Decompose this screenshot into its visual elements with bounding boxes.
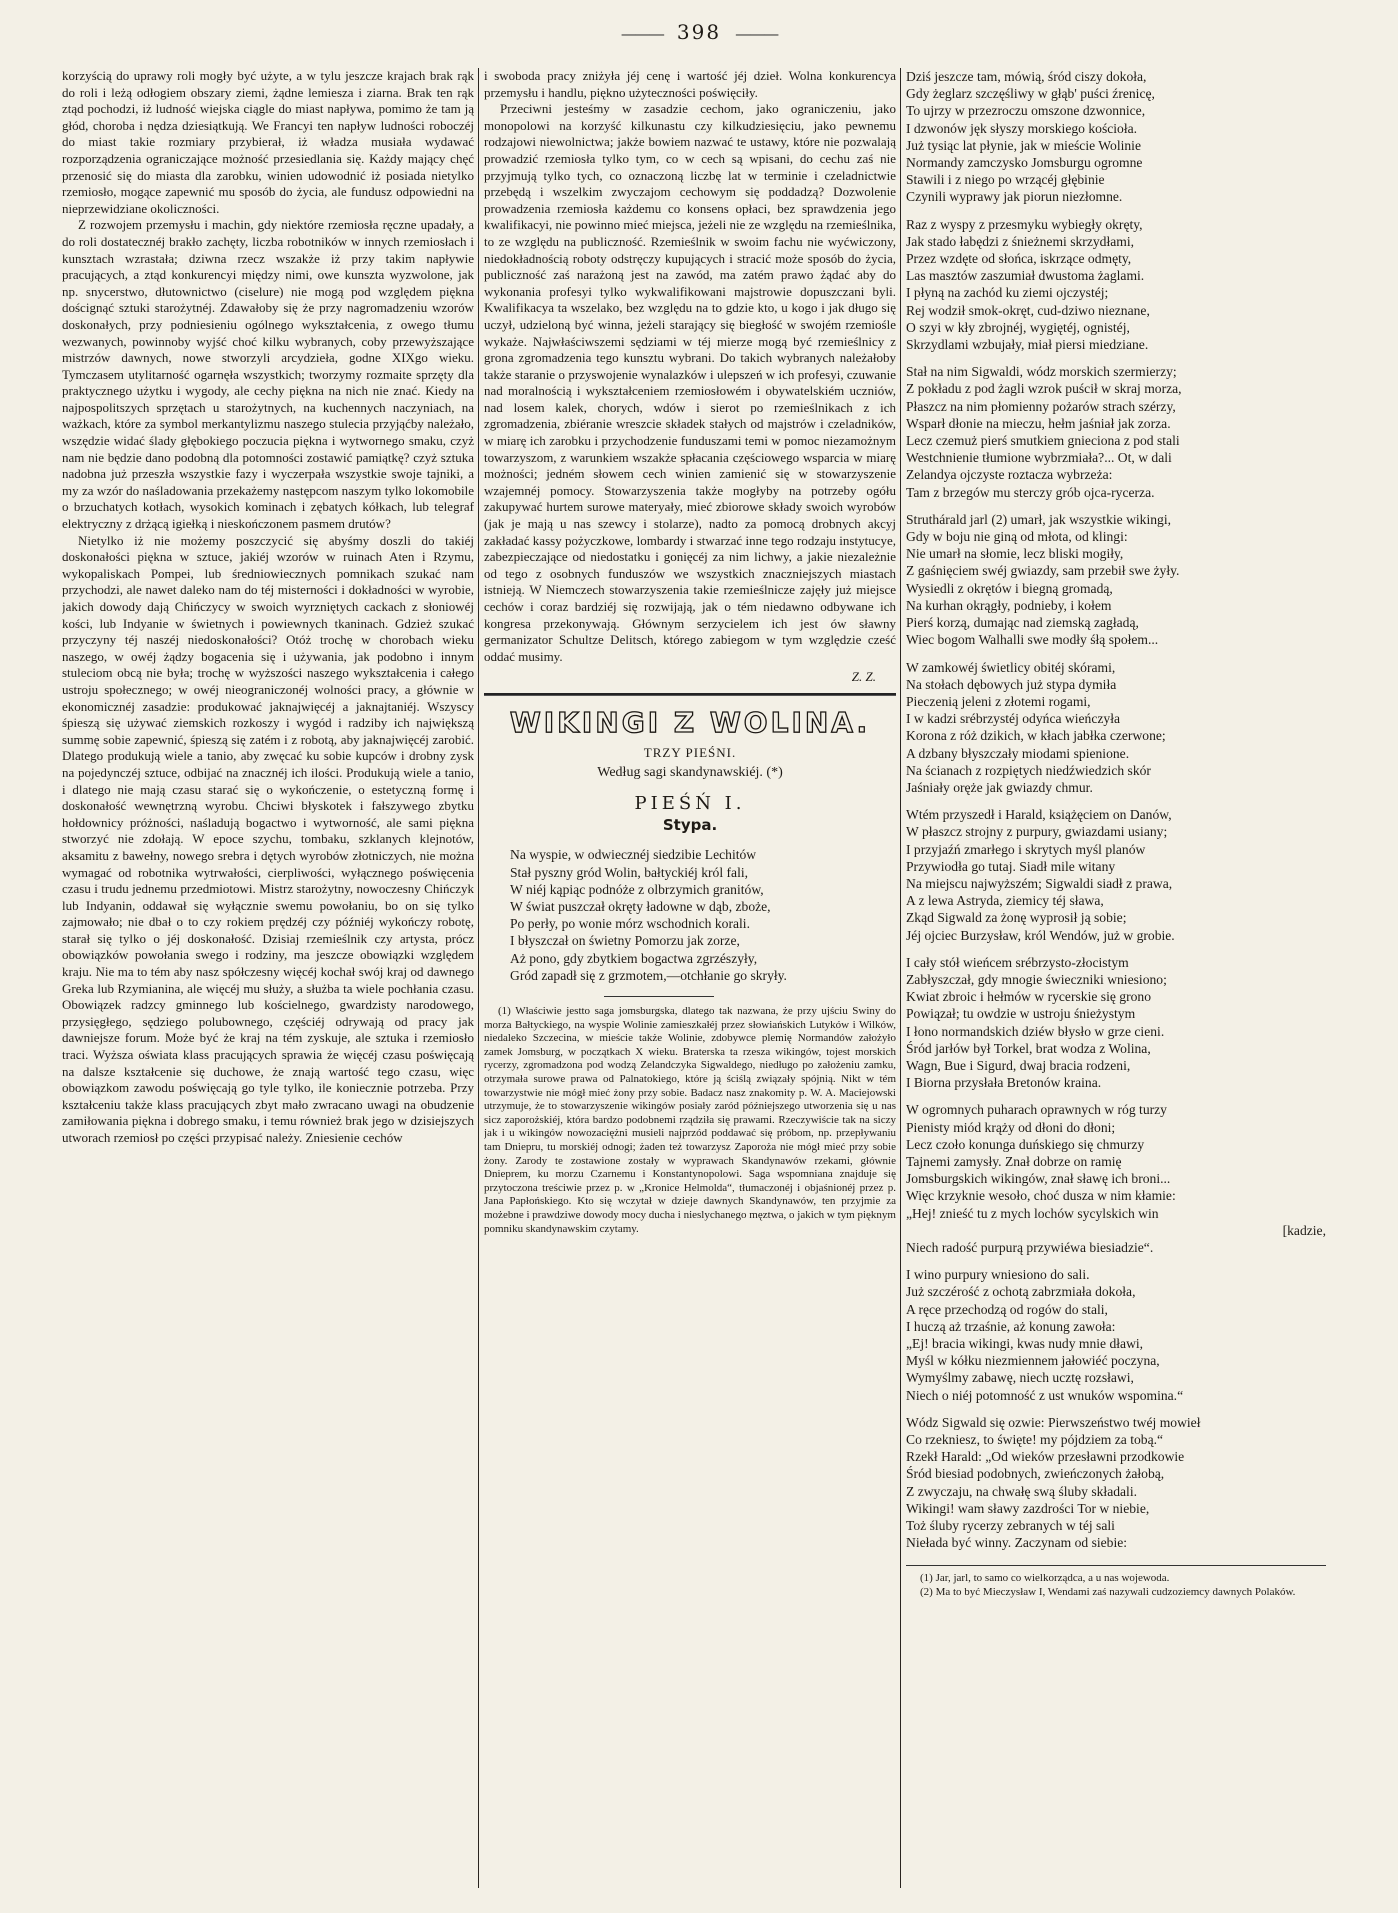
- verse-line: Stał pyszny gród Wolin, bałtyckiéj król fali,: [510, 864, 749, 880]
- song-heading: PIEŚŃ I.: [634, 793, 746, 815]
- stanza: [906, 1414, 1326, 1552]
- footnote: (1) Właściwie jestto saga jomsburgska, dlatego tak nazwana, że przy ujściu Swiny do morza Bałtyckiego, na wyspie Wolinie zamieszkałéj przez słowiańskich Lutyków i Wilków, niedaleko Szczecina, w mieście także Wolinie, zdobywce plemię Normandów założyło zamek Jomsburg, w początkach X wieku. Braterska ta rzesza wikingów, tojest morskich rycerzy, zgromadzona pod wodzą Zelandczyka Sigwaldego, niedługo po założeniu zamku, otrzymała surowe prawa od Palnatokiego, które ją ściślą związały spójnią. Nikt w tém towarzystwie nie mógł mieć żony przy sobie. Badacz nasz znakomity p. W. A. Maciejowski utrzymuje, że to stowarzyszenie wikingów posiały zaród późniejszego utworzenia się u nas sicz zaporożskiéj, która bardzo podobnemi rządziła się prawami. Rzeczywiście tak na siczy jak i u wikingów nowozaciężni musieli najprzód poddawać się próbom, np. przepływaniu tam Dniepru, tu morskiéj odnogi; żaden też towarzysz Zaporoża nie mógł mieć przy sobie żony. Zarody te zostawione zostały w wyprawach Skandynawów rzekami, głównie Dnieprem, ku morzu Czarnemu i Konstantynopolowi. Saga wspomniana znajduje się przytoczona treściwie przez p. w „Kronice Helmolda“, tłumaczonéj i objaśnionéj przez p. Jana Papłońskiego. Kto się wczytał w dzieje dawnych Skandynawów, ten przyjmie za możebne i prawdziwe dowody mocy ducha i nieslychanego męztwa, o jakich w tym pięknym pomniku skandynawskim czytamy.: [484, 1005, 896, 1235]
- verse-line: Zelandya ojczyste roztacza wybrzeża:: [906, 467, 1113, 483]
- verse-line: Wikingi! wam sławy zazdrości Tor w niebie,: [906, 1500, 1150, 1516]
- verse-line: Wtém przyszedł i Harald, książęciem on Danów,: [906, 807, 1172, 823]
- verse-line: Jéj ojciec Burzysław, król Wendów, już w grobie.: [906, 927, 1175, 943]
- verse-line: Myśl w kółku niezmiennem jałowiéć poczyna,: [906, 1353, 1160, 1369]
- verse-line: Rej wodził smok-okręt, cud-dziwo nieznane,: [906, 302, 1150, 318]
- stanza: [906, 659, 1326, 797]
- verse-line: Już tysiąc lat płynie, jak w mieście Wolinie: [906, 137, 1141, 153]
- verse-line: W niéj kąpiąc podnóże z olbrzymich granitów,: [510, 881, 764, 897]
- column-left: [62, 68, 474, 1888]
- verse-line: Korona z róż dzikich, w kłach jabłka czerwone;: [906, 728, 1166, 744]
- verse-line: W płaszcz strojny z purpury, gwiazdami usiany;: [906, 824, 1168, 840]
- verse-line: Lecz czemuż pierś smutkiem gnieciona z pod stali: [906, 433, 1180, 449]
- stanza: [906, 954, 1326, 1092]
- verse-line: Nie umarł na słomie, lecz bliski mogiły,: [906, 546, 1124, 562]
- verse-line: Na ścianach z rozpiętych niedźwiedzich skór: [906, 762, 1151, 778]
- verse-line: I w kadzi srébrzystéj odyńca wieńczyła: [906, 711, 1121, 727]
- stanza: [906, 68, 1326, 206]
- verse-line: Dziś jeszcze tam, mówią, śród ciszy dokoła,: [906, 69, 1147, 84]
- verse-line: Las masztów zaszumiał dwustoma żaglami.: [906, 268, 1145, 284]
- verse-line: Więc krzyknie wesoło, choć dusza w nim kłamie:: [906, 1188, 1176, 1204]
- verse-line: Niech radość purpurą przywiéwa biesiadzie“.: [906, 1240, 1154, 1255]
- verse-line: A ręce przechodzą od rogów do stali,: [906, 1301, 1108, 1317]
- paragraph: i swoboda pracy zniżyła jéj cenę i wartość jéj dzieł. Wolna konkurencya przemysłu i handlu, piękno użyteczności poświęciły.: [484, 68, 896, 100]
- stanza: [906, 511, 1326, 649]
- verse-line: Struthárald jarl (2) umarł, jak wszystkie wikingi,: [906, 511, 1172, 527]
- verse-line: Zabłyszczał, gdy mnogie świeczniki wniesiono;: [906, 971, 1167, 987]
- verse-line: Raz z wyspy z przesmyku wybiegły okręty,: [906, 216, 1143, 232]
- verse-line: Lecz czoło konunga duńskiego się chmurzy: [906, 1136, 1145, 1152]
- verse-line: Wódz Sigwald się ozwie: Pierwszeństwo twéj mowieł: [906, 1414, 1201, 1430]
- verse-line: I łono normandskich dziéw błysło w grze cieni.: [906, 1023, 1165, 1039]
- verse-line: I wino purpury wniesiono do sali.: [906, 1267, 1090, 1283]
- verse-line: O szyi w kły zbrojnéj, wygiętéj, ognistéj,: [906, 319, 1130, 335]
- verse-line: Przez wzdęte od słońca, iskrzące odmęty,: [906, 251, 1132, 267]
- stanza: [906, 216, 1326, 354]
- verse-line: Zkąd Sigwald za żonę wyprosił ją sobie;: [906, 910, 1127, 926]
- stanza: [906, 1101, 1326, 1256]
- article-signature: Z. Z.: [851, 669, 876, 685]
- verse-line: Z zwyczaju, na chwałę swą śluby składali.: [906, 1483, 1138, 1499]
- verse-line: I huczą aż trzaśnie, aż konung zawoła:: [906, 1318, 1116, 1334]
- verse-line: Śród biesiad podobnych, zwieńczonych żałobą,: [906, 1466, 1165, 1482]
- footnote: (2) Ma to być Mieczysław I, Wendami zaś nazywali cudzoziemcy dawnych Polaków.: [920, 1586, 1296, 1599]
- verse-line: Gdy żeglarz szczęśliwy w głąb' puści źrenicę,: [906, 86, 1155, 102]
- verse-line: Niech o niéj potomność z ust wnuków wspomina.“: [906, 1387, 1184, 1403]
- verse-line: Rzekł Harald: „Od wieków przesławni przodkowie: [906, 1449, 1185, 1465]
- verse-line: Wsparł dłonie na mieczu, hełm jaśniał jak zorza.: [906, 415, 1171, 431]
- verse-line: Na kurhan okrągły, podnieby, i kołem: [906, 597, 1112, 613]
- verse-line: To ujrzy w przezroczu omszone dzwonnice,: [906, 103, 1146, 119]
- verse-line: I płyną na zachód ku ziemi ojczystéj;: [906, 285, 1109, 301]
- verse-line: Tajnemi zamysły. Znał dobrze on ramię: [906, 1153, 1122, 1169]
- paragraph: Przeciwni jesteśmy w zasadzie cechom, jako ograniczeniu, jako monopolowi na korzyść kilkunastu czy kilkudziesięciu, jako pewnemu rodzajowi niewolnictwa; jakże bowiem nazwać te ustawy, które nie pozwalają prowadzić rzemiosła tylko tym, co w cech są wpisani, do cechu zaś nie przyjmują tylko tych, co oznaczoną liczbę lat w terminie i czeladnictwie przebędą i wszelkim zwyczajom cechowym się poddadzą? Dozwolenie prowadzenia rzemiosła każdemu co konsens opłaci, bez sprawdzenia jego kwalifikacyi, nie powinno mieć miejsca, jeżeli nie ze względu na rzemieślnika, to ze względu na publiczność. Rzemieślnik w swoim fachu nie wyćwiczony, niedokładnością roboty odstręczy kupujących i stracić może sposób do życia, publiczność zaś narażoną jest na zawód, ma zatém prawo żądać aby do wykonania profesyi tylko wykwalifikowani majstrowie dopuszczani byli. Kwalifikacya ta wszelako, bez względu na to gdzie kto, u kogo i jak długo się uczył, udzieloną być winna, jeżeli starający się biegłość w swojém rzemiośle wykaże. Najwłaściwszemi sędziami w téj mierze mogą być rzemieślnicy z grona zgromadzenia tego kunsztu wybrani. Do takich wybranych należałoby także staranie o przyswojenie wynalazków i ulepszeń w ich profesyi, czuwanie nad moralnością i wykształceniem rzemiosłowém i obywatelskiém uczniów, nad losem kalek, chorych, wdów i sierot po rzemieślnikach z ich zgromadzenia, zbiéranie wreszcie składek stałych od majstrów i czeladników, w miarę ich zarobku i przychodzenie funduszami temi w pomoc niezamożnym towarzyszom, z warunkiem wszakże spłacania częściowego wsparcia w miarę możności; jedném słowem cech winien zamienić się w stowarzyszenie wzajemnéj pomocy. Stowarzyszenia także mogłyby na potrzeby ogółu zakupywać hurtem surowe materyały, mieć zbiorowe składy swoich wyrobów (jak je mają u nas szewcy i stolarze), nadto za pomocą drobnych akcyj zakładać kassy pożyczkowe, lombardy i stwarzać inne tego rodzaju instytucye, zabezpieczające od niedostatku i gonięcéj za nim lichwy, a jakie niezależnie od tego z osobnych funduszów we wszystkich znaczniejszych miastach istnieją. W Niemczech stowarzyszenia takie rzemieślnicze zajęły już miejsce cechów i coraz bardziéj się rozwijają, jak o tém niedawno odbywane ich kongresa przekonywają. Głównym serzycielem ich jest ów sławny germanizator Schultze Delitsch, którego zabiegom w tym względzie cześć oddać musimy.: [484, 101, 896, 664]
- column-rule: [900, 68, 901, 1888]
- section-separator: [484, 693, 896, 696]
- verse-line: Pierś korzą, dumając nad ziemską zagładą,: [906, 615, 1139, 631]
- verse-line: „Ej! bracia wikingi, kwas nudy mnie dławi,: [906, 1336, 1144, 1352]
- poem-title: WIKINGI Z WOLINA.: [509, 706, 871, 740]
- verse-line: Przywiodła go tutaj. Siadł mile witany: [906, 858, 1116, 874]
- verse-line: Stawili i z niego po wrzącéj głębinie: [906, 172, 1105, 188]
- verse-line: Aż pono, gdy zbytkiem bogactwa zgrzészyły,: [510, 950, 758, 966]
- verse-line: Jaśniały oręże jak gwiazdy chmur.: [906, 779, 1093, 795]
- verse-line: Na stołach dębowych już stypa dymiła: [906, 676, 1117, 692]
- verse-line: I Biorna przysłała Bretonów kraina.: [906, 1075, 1102, 1091]
- footnote: (1) Jar, jarl, to samo co wielkorządca, a u nas wojewoda.: [920, 1572, 1170, 1585]
- verse-line: Z pokładu z pod żagli wzrok puścił w skraj morza,: [906, 381, 1182, 397]
- paragraph: Nietylko iż nie możemy poszczycić się abyśmy doszli do takiéj doskonałości piękna w sztuce, jakiéj wzorów w ruinach Aten i Rzymu, wykopaliskach Pompei, lub średniowiecznych pomnikach szukać nam przychodzi, ale nawet daleko nam do téj misterności i dokładności w wyrobie, jakich dowody dają Chińczycy w swoich wyrzniętych cackach z słoniowéj kości, lub Indyanie w świetnych i powiewnych tkaninach. Gdzież szukać przyczyny téj naszéj niedoskonałości? Otóż trochę w chorobach wieku naszego, w owéj żądzy bogacenia się i używania, jak podobno i innym stuleciom obcą nie była; trochę w wyższości naszego wykształcenia i całego ustroju społecznego; w owéj nieograniczonéj wolności pracy, a głównie w ekonomicznéj zasadzie: produkować jaknajwięcéj a jaknajtaniéj. Wszyscy śpieszą się używać ziemskich rozkoszy i wygód i radziby ich największą summę sobie zapewnić, śpieszą się zatém i z robotą, aby jaknajwięcéj zarobić. Dlatego produkują wiele a tanio, aby zwęcać ku sobie kupców i drobny zysk na pojedynczéj sztuce, odbijać na znacznéj ich ilości. Produkują wiele a tanio, i dlatego nie mają czasu starać się o wykończenie, o estetyczną formę i doskonałość wewnętrzną wyrobu. Chciwi błyskotek i fałszywego zbytku hołdownicy próżności, naśladują bogactwo i wytworność, ale sami piękna stworzyć nie zdołają. W epoce szychu, tombaku, szklanych klejnotów, aksamitu z bawełny, nowego srebra i dętych wyrobów złotniczych, nie można wymagać od robotnika wytrwałości, cierpliwości, wyłącznego poświęcenia czasu i trudu jednemu przedmiotowi. Mistrz starożytny, nowoczesny Chińczyk lub Indyanin, oddawał się wyłącznie swemu powołaniu, bo on się tylko zajmowało; nie dbał o to czy rokiem prędzéj czy późniéj wykończy robotę, starał się tylko o jéj doskonałość. Dzisiaj rzemieślnik czy artysta, prócz obowiązków powołania swego i rodziny, ma jeszcze obowiązki względem kraju. Nie ma to tém aby nasz spółczesny więcéj kochał swój kraj od dawnego Greka lub Rzymianina, ale więcéj mu służy, a służba ta wiele pochłania czasu. Obowiązek radzcy gminnego lub kościelnego, gwardzisty narodowego, przysięgłego, sędziego polubownego, częściéj odrywają od pracy jak dawniejsze forum. Może być że kraj na tém zyskuje, ale sztuka i rzemiosło traci. Wyższa oświata klass pracujących sprawia że więcéj czasu poświęcają na dalsze kształcenie się duchowe, że znają wartość tego czasu, więc obowiązkom zawodu poświęcają go tyle tylko, ile koniecznie potrzeba. Przy kształceniu także klass pracujących zbyt mało zwracano uwagi na obudzenie zamiłowania piękna i dobrego smaku, i temu również brak jego w dzisiejszych utworach rzemiosł po części przypisać należy. Zniesienie cechów: [62, 532, 474, 1145]
- verse-line: Normandy zamczysko Jomsburgu ogromne: [906, 155, 1143, 171]
- stanza: [906, 363, 1326, 501]
- verse-line-continuation: [kadzie,: [1282, 1222, 1326, 1238]
- verse-line: W ogromnych puharach oprawnych w róg turzy: [906, 1102, 1167, 1118]
- verse-line: Niełada być winny. Zaczynam od siebie:: [906, 1535, 1128, 1551]
- verse-line: Stał na nim Sigwaldi, wódz morskich szermierzy;: [906, 364, 1177, 380]
- paragraph: korzyścią do uprawy roli mogły być użyte, a w tylu jeszcze krajach brak rąk do roli i leżą odłogiem obszary ziemi, żądne lemiesza i ziarna. Brak ten rąk ztąd pochodzi, iż ludność wiejska ciągle do miast napływa, pomimo że tam ją głód, choroba i nędza dziesiątkują. We Francyi ten napływ ludności roboczéj do miast takie rozmiary przybierał, iż władza musiała wydawać rozporządzenia ograniczające możność przesiedlania się. Każdy mający chęć przenosić się do miasta dla zarobku, winien udowodnić iż posiada nietylko rzemiosło, mogące zapewnić mu sposób do życia, ale fundusz odpowiedni na nieprzewidziane okoliczności.: [62, 68, 474, 216]
- poem-subtitle: TRZY PIEŚNI.: [643, 745, 737, 761]
- verse-line: Powiązał; tu owdzie w ustroju śnieżystym: [906, 1006, 1136, 1022]
- verse-line: Tam z brzegów mu sterczy grób ojca-rycerza.: [906, 484, 1155, 500]
- verse-line: W świat puszczał okręty ładowne w dąb, zboże,: [510, 898, 771, 914]
- column-right: [906, 68, 1326, 1888]
- verse-line: I cały stół wieńcem srébrzysto-złocistym: [906, 954, 1129, 970]
- verse-line: Płaszcz na nim płomienny pożarów strach szérzy,: [906, 398, 1176, 414]
- verse-line: Po perły, po wonie mórz wschodnich korali.: [510, 916, 750, 932]
- column-middle: [484, 68, 896, 1888]
- verse-line: Jomsburgskich wikingów, znał sławę ich broni...: [906, 1171, 1171, 1187]
- verse-line: Wiec bogom Walhalli swe modły śłą społem...: [906, 632, 1159, 648]
- paragraph: Z rozwojem przemysłu i machin, gdy niektóre rzemiosła ręczne upadały, a do roli dostatecznéj brakło zachęty, liczba robotników w innych rzemiosłach i kunsztach wzrastała; dziwna rzecz wszakże iż przy takim napływie pracujących, a ztąd konkurencyi między nimi, owe kunszta wyzwolone, jak np. snycerstwo, dłutownictwo (ciselure) nie mogą pod względem piękna doścignąć sztuki starożytnéj. Zdawałoby się że przy nagromadzeniu wzorów doskonałych, przy podniesieniu ogólnego wykształcenia, z owego tłumu wezwanych, powinnoby wyjść choć kilku wybranych, coby przewyższające mistrzów dawnych, nowe stworzyli arcydzieła, godne XIXgo wieku. Tymczasem utylitarność ogarnęła wszystkich; tworzymy rozmaite sprzęty dla praktycznego użytku i wygody, ale cechy piękna na nich nie znać. Kiedy na najpospolitszych sprzętach u starożytnych, na kuchennych naczyniach, na ważkach, które za symbol merkantylizmu naszego stulecia przyjąćby należało, wszędzie widać ślady głębokiego poczucia piękna i wytwornego smaku, czyż nam nie będzie dano podobną dla potomności zostawić pamiątkę? czyż sztuka nadobna już przeszła wszystkie fazy i wyczerpała wszystkie swoje tajniki, a my za wzór do naśladowania przekażemy następcom naszym tylko lokomobile o brzuchatych kotłach, wysokich kominach i zębatych kółkach, lub telegraf elektryczny z drżącą igiełką i nieskończonem pasmem drutów?: [62, 217, 474, 532]
- verse-line: Wysiedli z okrętów i biegną gromadą,: [906, 580, 1113, 596]
- verse-line: Skrzydlami wzbujały, miał piersi miedziane.: [906, 337, 1149, 353]
- verse-line: Wymyślmy zabawę, niech ucztę rozsławi,: [906, 1370, 1134, 1386]
- stanza: [484, 846, 896, 984]
- verse-line: „Hej! znieść tu z mych lochów sycylskich win: [906, 1205, 1159, 1221]
- verse-line: Już szczérość z ochotą zabrzmiała dokoła,: [906, 1284, 1136, 1300]
- verse-line: Westchnienie tłumione wybrzmiała?... Ot, w dali: [906, 450, 1172, 466]
- stanza: [906, 806, 1326, 944]
- page-number: ——— 398 ———: [0, 20, 1398, 44]
- verse-line: Kwiat zbroic i hełmów w rycerskie się grono: [906, 989, 1151, 1005]
- verse-line: Z gaśnięciem swéj gwiazdy, sam przebił swe żyły.: [906, 563, 1180, 579]
- verse-line: Śród jarłów był Torkel, brat wodza z Wolina,: [906, 1040, 1151, 1056]
- verse-line: A dzbany błyszczały miodami spienione.: [906, 745, 1130, 761]
- verse-line: Gdy w boju nie giną od młota, od klingi:: [906, 529, 1128, 545]
- verse-line: Pienisty miód krąży od dłoni do dłoni;: [906, 1119, 1116, 1135]
- verse-line: Na miejscu najwyższém; Sigwaldi siadł z prawa,: [906, 875, 1173, 891]
- poem-source: Według sagi skandynawskiéj. (*): [597, 765, 783, 781]
- verse-line: Toż śluby rycerzy zebranych w téj sali: [906, 1518, 1115, 1534]
- verse-line: A z lewa Astryda, ziemicy téj sława,: [906, 893, 1104, 909]
- verse-line: Czynili wyprawy jak piorun niezłomne.: [906, 189, 1123, 205]
- verse-line: Pieczenią jeleni z złotemi rogami,: [906, 693, 1091, 709]
- verse-line: Wagn, Bue i Sigurd, dwaj bracia rodzeni,: [906, 1057, 1131, 1073]
- footnote-rule: [604, 996, 714, 997]
- column-rule: [478, 68, 479, 1888]
- verse-line: Co rzekniesz, to święte! my pójdziem za tobą.“: [906, 1432, 1164, 1448]
- song-subheading: Stypa.: [662, 816, 718, 835]
- footnote-rule: [906, 1565, 1326, 1566]
- verse-line: I błyszczał on świetny Pomorzu jak zorze,: [510, 933, 740, 949]
- stanza: [906, 1266, 1326, 1404]
- verse-line: Jak stado łabędzi z śnieżnemi skrzydłami,: [906, 233, 1135, 249]
- verse-line: I dzwonów jęk słyszy morskiego kościoła.: [906, 120, 1138, 136]
- verse-line: I przyjaźń zmarłego i skrytych myśl planów: [906, 841, 1146, 857]
- verse-line: W zamkowéj świetlicy obitéj skórami,: [906, 659, 1116, 675]
- verse-line: Na wyspie, w odwiecznéj siedzibie Lechitów: [510, 847, 757, 863]
- verse-line: Gród zapadł się z grzmotem,—otchłanie go skryły.: [510, 967, 787, 983]
